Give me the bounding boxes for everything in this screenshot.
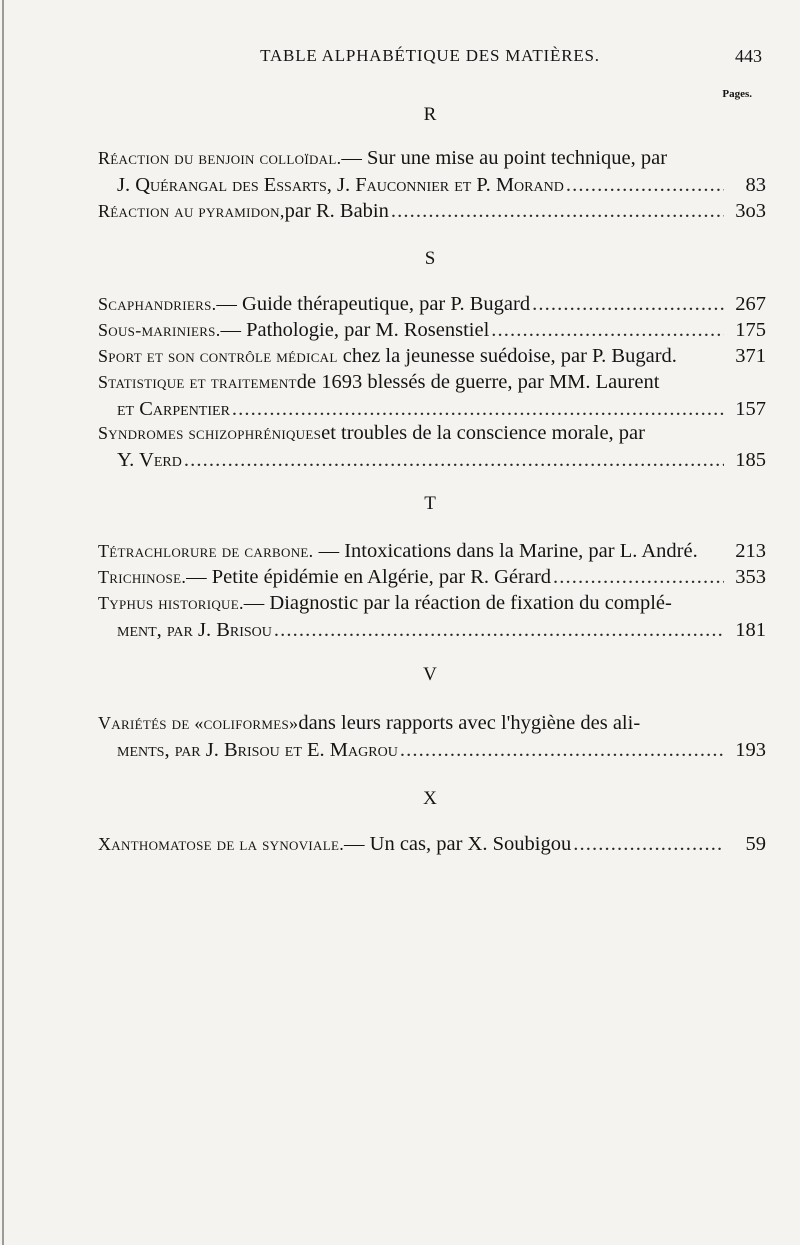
entry-heading: Réaction du benjoin colloïdal. [98, 148, 342, 168]
entry-page: 3o3 [735, 200, 766, 222]
entry-heading: Variétés de «coliformes» [98, 713, 299, 733]
index-entry-typhus [98, 590, 766, 643]
entry-page: 185 [735, 448, 766, 471]
index-entry-varietes [98, 710, 766, 763]
entry-text: — Pathologie, par M. Rosenstiel [220, 319, 490, 341]
entry-text: J. Quérangal des Essarts, J. Fauconnier et P. Morand [117, 173, 564, 196]
index-entry-statistique [98, 369, 766, 422]
leader-dots [532, 291, 724, 318]
section-letter-v: V [423, 664, 437, 685]
entry-page: 59 [745, 833, 766, 855]
running-head [0, 44, 800, 74]
running-head-title: TABLE ALPHABÉTIQUE DES MATIÈRES. [260, 46, 600, 65]
entry-line [98, 447, 766, 474]
entry-text: — Petite épidémie en Algérie, par R. Gérard [186, 566, 552, 588]
entry-line [98, 710, 766, 737]
index-entry-tetrachlorure [98, 538, 766, 565]
entry-line [98, 617, 766, 644]
entry-heading: Tétrachlorure de carbone. [98, 541, 314, 561]
section-letter-t: T [424, 493, 436, 514]
entry-page: 181 [735, 618, 766, 641]
entry-page: 175 [735, 319, 766, 341]
entry-page: 353 [735, 566, 766, 588]
entry-text: — Diagnostic par la réaction de fixation du complé- [243, 592, 672, 614]
entry-page: 267 [735, 293, 766, 315]
index-entry-sous-mariniers [98, 317, 766, 344]
entry-text: — Sur une mise au point technique, par [341, 147, 668, 169]
leader-dots [184, 447, 724, 474]
entry-line [98, 291, 766, 318]
leader-dots [566, 172, 724, 199]
entry-text: de 1693 blessés de guerre, par MM. Laurent [296, 371, 660, 393]
index-entry-reaction-pyramidon [98, 198, 766, 225]
section-letter-x: X [423, 788, 437, 809]
index-entry-xanthomatose [98, 831, 766, 858]
pages-column-label: Pages. [722, 88, 752, 100]
entry-text: et Carpentier [117, 397, 230, 420]
entry-line [98, 198, 766, 225]
entry-line [98, 343, 766, 370]
entry-heading: Xanthomatose de la synoviale. [98, 834, 345, 854]
entry-text: par R. Babin [284, 200, 389, 222]
entry-line [98, 369, 766, 396]
entry-line [98, 396, 766, 423]
entry-heading: Statistique et traitement [98, 372, 297, 392]
entry-text: dans leurs rapports avec l'hygiène des ali- [298, 712, 641, 734]
entry-line [98, 737, 766, 764]
entry-heading: Réaction au pyramidon, [98, 201, 285, 221]
entry-line [98, 831, 766, 858]
entry-heading: Typhus historique. [98, 593, 244, 613]
entry-text: et troubles de la conscience morale, par [321, 422, 645, 444]
entry-line [98, 317, 766, 344]
page-edge-rule [2, 0, 4, 1245]
entry-line [98, 420, 766, 447]
entry-text: ments, par J. Brisou et E. Magrou [117, 738, 398, 761]
entry-heading: Sport et son contrôle médical [98, 346, 338, 366]
entry-text: ment, par J. Brisou [117, 618, 272, 641]
entry-heading: Scaphandriers. [98, 294, 217, 314]
entry-text: — Intoxications dans la Marine, par L. André. [313, 540, 698, 562]
entry-text: Y. Verd [117, 448, 182, 471]
entry-heading: Syndromes schizophréniques [98, 423, 322, 443]
leader-dots [391, 198, 724, 225]
entry-line [98, 145, 766, 172]
entry-page: 83 [745, 173, 766, 196]
index-entry-scaphandriers [98, 291, 766, 318]
entry-line [98, 538, 766, 565]
entry-line [98, 172, 766, 199]
entry-page: 193 [735, 738, 766, 761]
entry-text: — Guide thérapeutique, par P. Bugard [216, 293, 531, 315]
index-entry-syndromes [98, 420, 766, 473]
entry-line [98, 564, 766, 591]
entry-text: chez la jeunesse suédoise, par P. Bugard. [337, 345, 677, 367]
index-entry-sport [98, 343, 766, 370]
entry-heading: Trichinose. [98, 567, 187, 587]
page-number: 443 [735, 46, 762, 66]
entry-page: 213 [735, 540, 766, 562]
index-entry-reaction-benjoin [98, 145, 766, 198]
entry-page: 157 [735, 397, 766, 420]
index-entry-trichinose [98, 564, 766, 591]
leader-dots [573, 831, 724, 858]
leader-dots [400, 737, 724, 764]
entry-page: 371 [735, 345, 766, 367]
entry-text: — Un cas, par X. Soubigou [344, 833, 572, 855]
leader-dots [232, 396, 724, 423]
section-letter-r: R [423, 104, 437, 125]
entry-line [98, 590, 766, 617]
leader-dots [553, 564, 724, 591]
leader-dots [274, 617, 724, 644]
entry-heading: Sous-mariniers. [98, 320, 221, 340]
leader-dots [491, 317, 724, 344]
section-letter-s: S [424, 248, 436, 269]
